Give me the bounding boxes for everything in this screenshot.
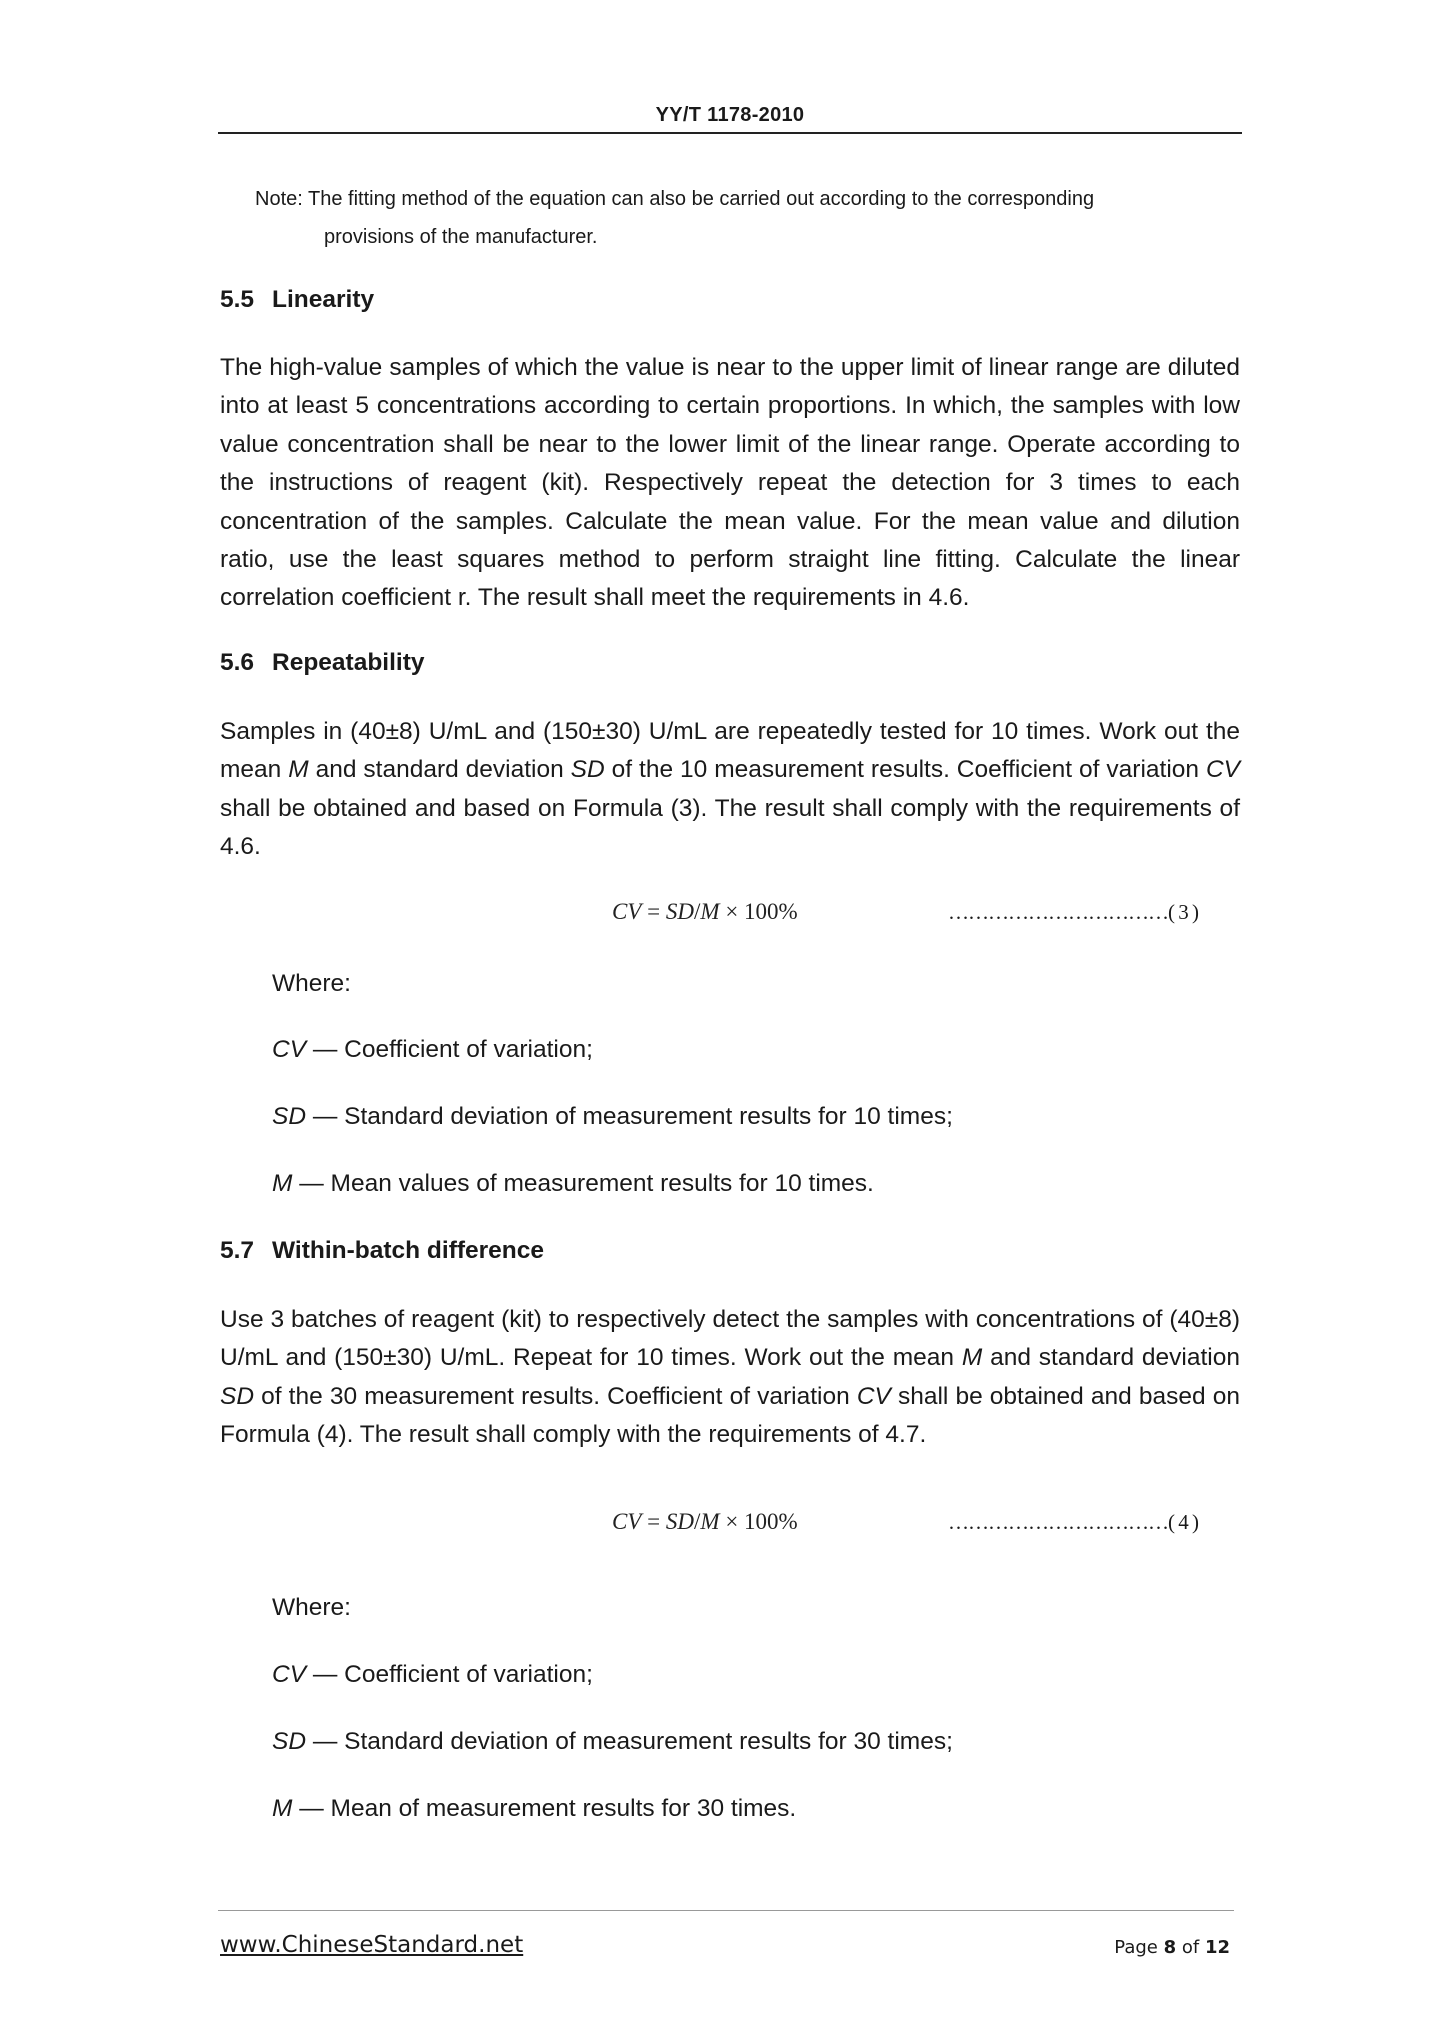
formula-m: M bbox=[700, 899, 720, 924]
section-heading-5-7 bbox=[220, 1237, 544, 1265]
note-line2: provisions of the manufacturer. bbox=[324, 226, 598, 248]
definition-text: — Standard deviation of measurement results for 30 times; bbox=[306, 1728, 953, 1755]
formula-4 bbox=[612, 1509, 798, 1535]
formula-lhs: CV bbox=[612, 899, 642, 924]
section-heading-5-5 bbox=[220, 286, 374, 314]
formula-sd: SD bbox=[665, 899, 694, 924]
formula-4-reference: ……………………………( 4 ) bbox=[948, 1510, 1198, 1534]
page-number: 8 bbox=[1163, 1937, 1177, 1958]
formula-slash: / bbox=[694, 1509, 701, 1534]
definition-text: — Coefficient of variation; bbox=[306, 1661, 593, 1688]
definition-item bbox=[272, 1728, 953, 1756]
symbol-m: M bbox=[961, 1344, 983, 1372]
section-title: Within-batch difference bbox=[272, 1237, 545, 1264]
where-label: Where: bbox=[272, 1594, 351, 1621]
section-number: 5.7 bbox=[220, 1237, 255, 1264]
definition-symbol: SD bbox=[272, 1728, 307, 1755]
text-run: Samples in (40±8) U/mL and (150±30) U/mL are repeatedly tested for 10 times. Work out the mean bbox=[220, 718, 1240, 784]
formula-rest: × 100% bbox=[719, 899, 798, 924]
section-number: 5.6 bbox=[220, 649, 255, 676]
formula-3-reference: ……………………………( 3 ) bbox=[948, 900, 1198, 924]
definition-item bbox=[272, 1661, 593, 1689]
page-indicator bbox=[1080, 1937, 1230, 1958]
symbol-cv: CV bbox=[856, 1382, 891, 1410]
definition-item bbox=[272, 1795, 796, 1823]
within-batch-paragraph bbox=[220, 1301, 1240, 1455]
definition-text: — Coefficient of variation; bbox=[306, 1036, 593, 1063]
definition-text: — Mean of measurement results for 30 times. bbox=[292, 1795, 797, 1822]
note-line1: The fitting method of the equation can also be carried out according to the corresponding bbox=[308, 188, 1095, 210]
text-run: of the 10 measurement results. Coefficient of variation bbox=[604, 756, 1206, 784]
definition-item bbox=[272, 1036, 593, 1064]
formula-sd: SD bbox=[665, 1509, 694, 1534]
section-title: Linearity bbox=[272, 286, 375, 313]
page-total: 12 bbox=[1204, 1937, 1230, 1958]
where-label: Where: bbox=[272, 970, 351, 997]
formula-slash: / bbox=[694, 899, 701, 924]
definition-symbol: M bbox=[272, 1170, 293, 1197]
formula-m: M bbox=[700, 1509, 720, 1534]
document-code: YY/T 1178-2010 bbox=[655, 104, 805, 126]
section-heading-5-6 bbox=[220, 649, 425, 677]
definition-symbol: CV bbox=[272, 1661, 307, 1688]
text-run: and standard deviation bbox=[982, 1344, 1240, 1372]
definition-item bbox=[272, 1170, 874, 1198]
footer-rule bbox=[218, 1910, 1234, 1911]
of-word: of bbox=[1176, 1937, 1205, 1958]
symbol-m: M bbox=[288, 756, 309, 784]
formula-lhs: CV bbox=[612, 1509, 642, 1534]
note-label: Note: bbox=[255, 188, 303, 210]
symbol-cv: CV bbox=[1205, 756, 1240, 784]
symbol-sd: SD bbox=[220, 1382, 255, 1410]
section-number: 5.5 bbox=[220, 286, 255, 313]
section-title: Repeatability bbox=[272, 649, 425, 676]
text-run: of the 30 measurement results. Coefficient of variation bbox=[254, 1382, 857, 1410]
definition-symbol: SD bbox=[272, 1103, 307, 1130]
formula-rest: × 100% bbox=[719, 1509, 798, 1534]
header-rule bbox=[218, 132, 1242, 134]
definition-item bbox=[272, 1103, 953, 1131]
definition-text: — Mean values of measurement results for 10 times. bbox=[292, 1170, 874, 1197]
text-run: Use 3 batches of reagent (kit) to respectively detect the samples with concentrations of (40±8) U/mL and (150±30) U/mL. Repeat for 10 times. Work out the mean bbox=[220, 1306, 1240, 1372]
page-word: Page bbox=[1114, 1937, 1164, 1958]
linearity-paragraph: The high-value samples of which the value is near to the upper limit of linear range are diluted into at least 5 concentrations according to certain proportions. In which, the samples with low value concentration shall be near to the lower limit of the linear range. Operate according to the instructions of reagent (kit). Respectively repeat the detection for 3 times to each concentration of the samples. Calculate the mean value. For the mean value and dilution ratio, use the least squares method to perform straight line fitting. Calculate the linear correlation coefficient r. The result shall meet the requirements in 4.6. bbox=[220, 354, 1240, 612]
formula-3 bbox=[612, 899, 798, 925]
text-run: and standard deviation bbox=[308, 756, 571, 784]
note bbox=[255, 180, 1240, 256]
symbol-sd: SD bbox=[570, 756, 605, 784]
formula-eq: = bbox=[641, 899, 666, 924]
text-run: shall be obtained and based on Formula (4). The result shall comply with the requirements of 4.7. bbox=[220, 1382, 1240, 1449]
definition-symbol: M bbox=[272, 1795, 293, 1822]
text-run: shall be obtained and based on Formula (3). The result shall comply with the requirements of 4.6. bbox=[220, 794, 1240, 861]
website-link[interactable]: www.ChineseStandard.net bbox=[220, 1932, 524, 1958]
definition-symbol: CV bbox=[272, 1036, 307, 1063]
formula-eq: = bbox=[641, 1509, 666, 1534]
repeatability-paragraph bbox=[220, 713, 1240, 867]
definition-text: — Standard deviation of measurement results for 10 times; bbox=[306, 1103, 953, 1130]
